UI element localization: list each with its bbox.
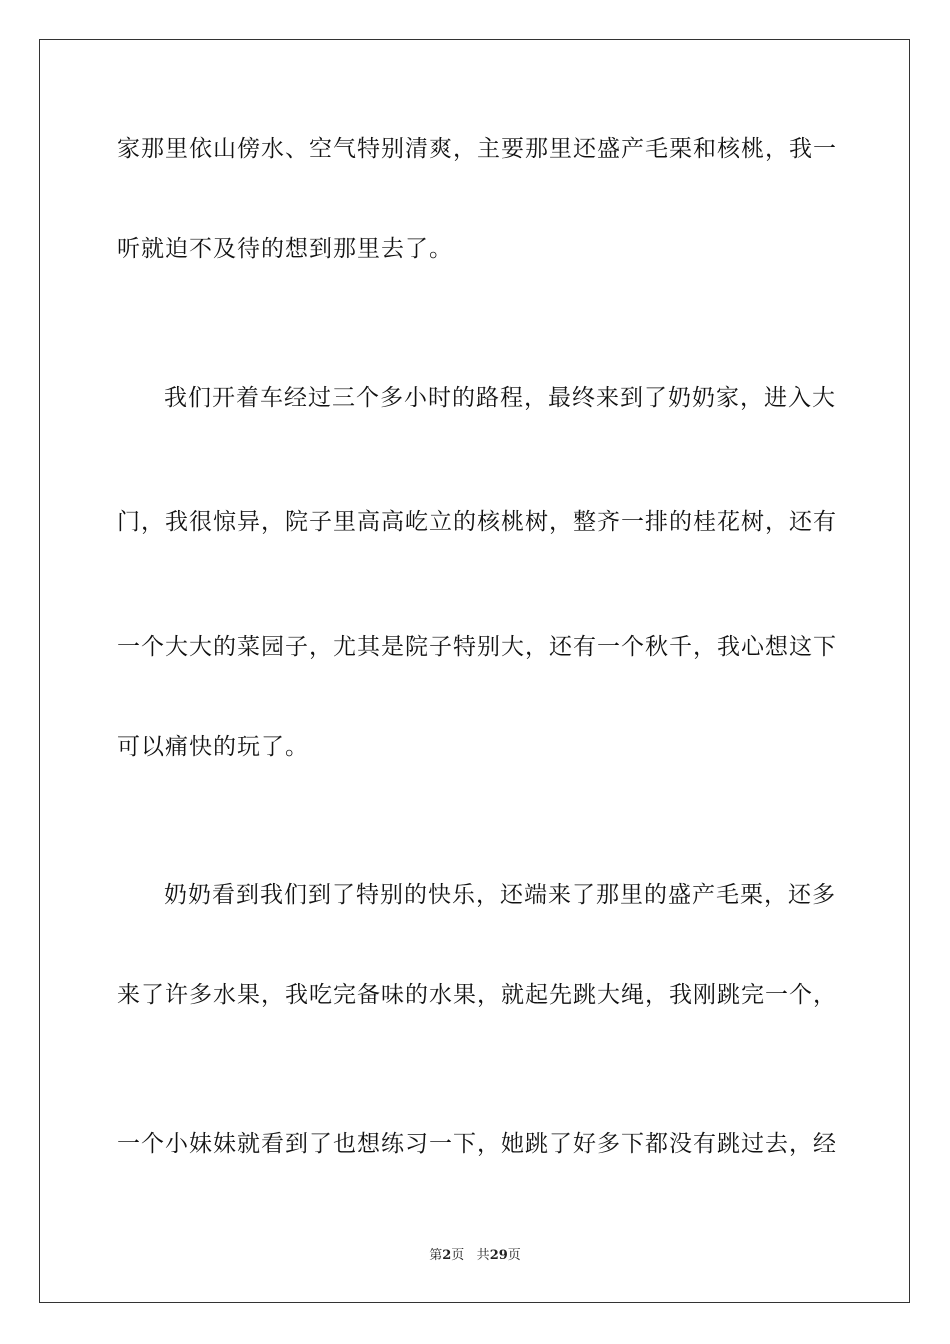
- paragraph-line-5: 一个大大的菜园子，尤其是院子特别大，还有一个秋千，我心想这下: [117, 634, 837, 660]
- footer-page-prefix: 第: [429, 1248, 443, 1263]
- footer-page-suffix: 页: [451, 1248, 465, 1263]
- paragraph-line-7: 奶奶看到我们到了特别的快乐，还端来了那里的盛产毛栗，还多: [164, 882, 836, 908]
- paragraph-line-2: 听就迫不及待的想到那里去了。: [117, 236, 453, 262]
- paragraph-line-3: 我们开着车经过三个多小时的路程，最终来到了奶奶家，进入大: [164, 385, 836, 411]
- page-frame: [39, 39, 910, 1303]
- page-footer: [0, 1246, 950, 1266]
- footer-page-number: 2: [442, 1248, 452, 1263]
- paragraph-line-9: 一个小妹妹就看到了也想练习一下，她跳了好多下都没有跳过去，经: [117, 1131, 837, 1157]
- paragraph-line-6: 可以痛快的玩了。: [117, 734, 309, 760]
- footer-total-prefix: 共: [476, 1248, 490, 1263]
- footer-total-pages: 29: [489, 1248, 508, 1263]
- footer-total-suffix: 页: [507, 1248, 521, 1263]
- paragraph-line-4: 门，我很惊异，院子里高高屹立的核桃树，整齐一排的桂花树，还有: [117, 509, 837, 535]
- paragraph-line-1: 家那里依山傍水、空气特别清爽，主要那里还盛产毛栗和核桃，我一: [117, 136, 837, 162]
- paragraph-line-8: 来了许多水果，我吃完备味的水果，就起先跳大绳，我刚跳完一个，: [117, 982, 837, 1008]
